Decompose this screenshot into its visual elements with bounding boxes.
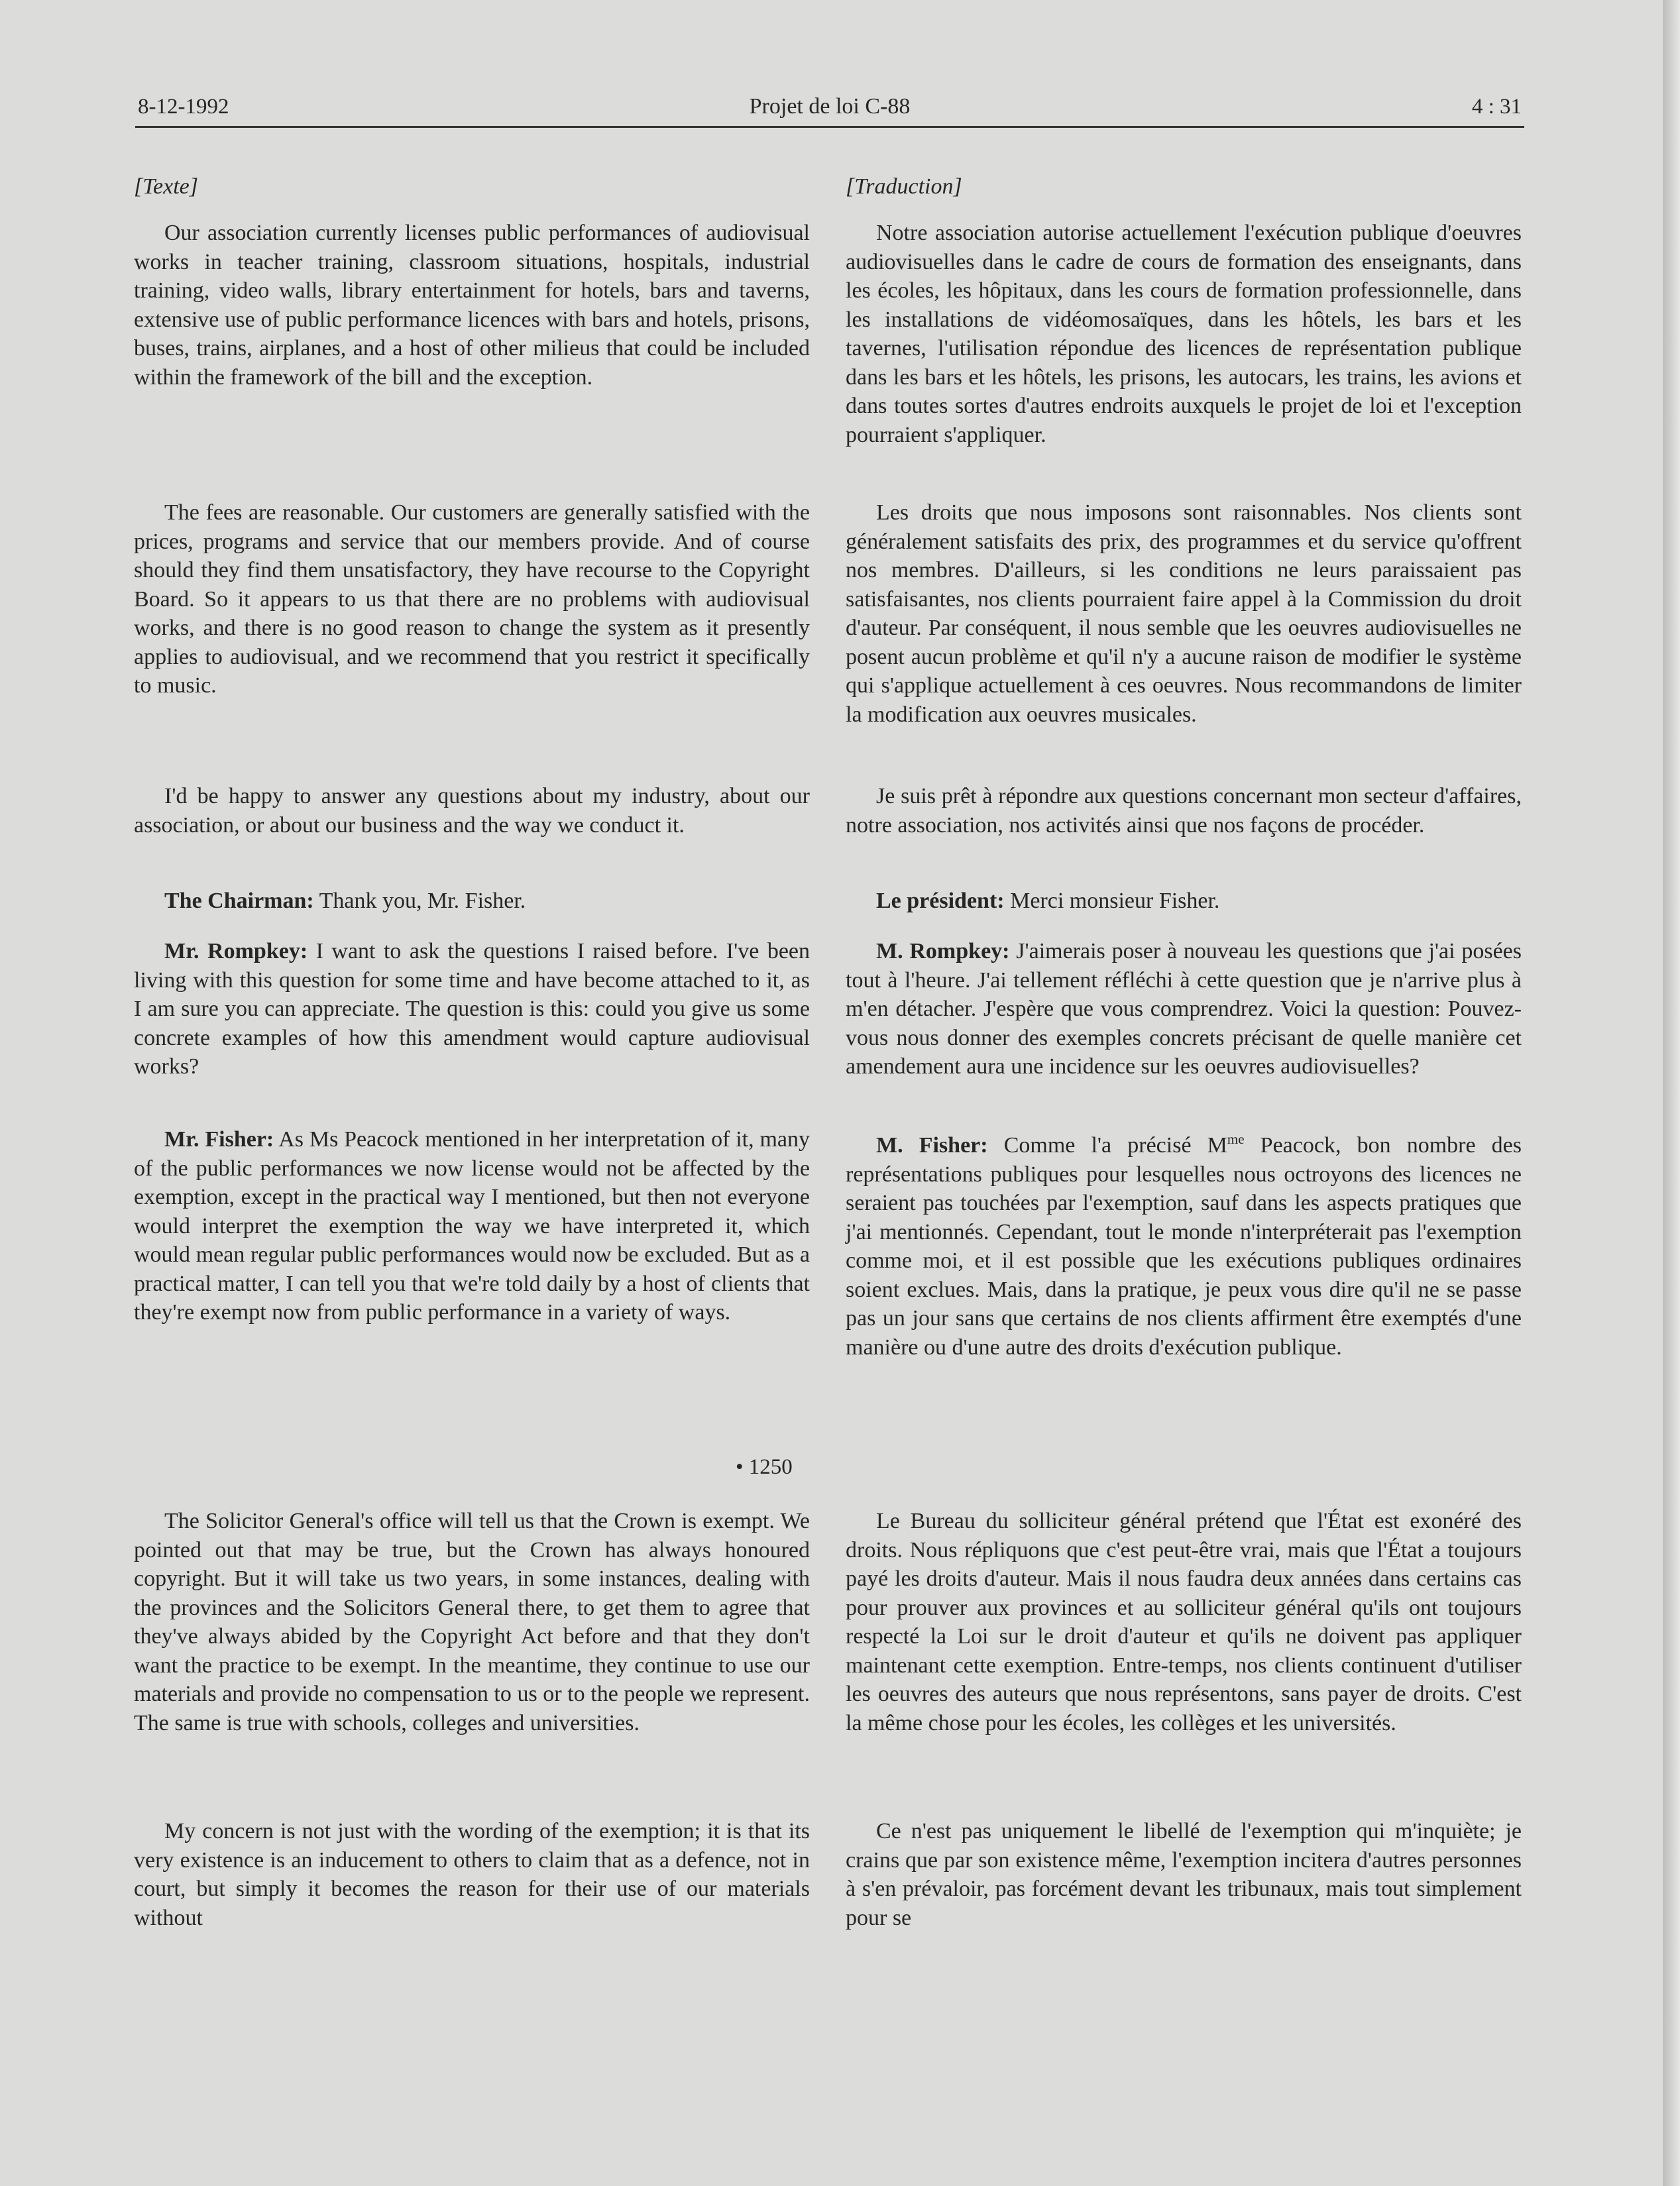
speech-text: Merci monsieur Fisher. — [1004, 889, 1220, 913]
speech-text: Thank you, Mr. Fisher. — [313, 889, 526, 913]
paragraph-fr-3: Je suis prêt à répondre aux questions concernant mon secteur d'affaires, notre association, nos activités ainsi que nos façons de procéder. — [846, 784, 1522, 838]
speaker-name: Mr. Rompkey: — [164, 939, 308, 963]
french-column — [846, 167, 1522, 2142]
page-edge-shadow — [1663, 0, 1680, 2186]
speech-text: Peacock, bon nombre des représentations publiques pour lesquelles nous octroyons des licences ne seraient pas touchées par l'exemption, sauf dans les aspects pratiques que j'ai mentionnés. Cependant, tout le monde n'interpréterait pas l'exemption comme moi, et il est possible que les exécutions publiques ordinaires soient exclues. Mais, dans la pratique, je peux vous dire qu'il ne se passe pas un jour sans que certains de nos clients affirment être exemptés d'une manière ou d'une autre des droits d'exécution publique. — [846, 1133, 1522, 1360]
paragraph-fr-rompkey — [846, 937, 1522, 1081]
header-title: Projet de loi C-88 — [749, 94, 911, 119]
superscript-me: me — [1227, 1131, 1245, 1147]
paragraph-en-8: My concern is not just with the wording of the exemption; it is that its very existence is an inducement to others to claim that as a defence, not in court, but simply it becomes the reason for their use of our materials without — [134, 1819, 810, 1930]
header-page-number: 4 : 31 — [1471, 95, 1522, 119]
paragraph-fr-fisher — [846, 1125, 1522, 1362]
speech-text: As Ms Peacock mentioned in her interpretation of it, many of the public performances we now license would not be affected by the exemption, except in the practical way I mentioned, but then not everyone would interpret the exemption the way we have interpreted it, which would mean regular public performances would now be excluded. But as a practical matter, I can tell you that we're told daily by a host of clients that they're exempt now from public performance in a variety of ways. — [134, 1127, 811, 1325]
paragraph-en-2: The fees are reasonable. Our customers are generally satisfied with the prices, programs and service that our members provide. And of course should they find them unsatisfactory, they have recourse to the Copyright Board. So it appears to us that there are no problems with audiovisual works, and there is no good reason to change the system as it presently applies to audiovisual, and we recommend that you restrict it specifically to music. — [134, 500, 810, 698]
paragraph-en-1: Our association currently licenses public performances of audiovisual works in teacher training, classroom situations, hospitals, industrial training, video walls, library entertainment for hotels, bars and taverns, extensive use of public performance licences with bars and hotels, prisons, buses, trains, airplanes, and a host of other milieus that could be included within the framework of the bill and the exception. — [134, 221, 810, 390]
paragraph-en-3: I'd be happy to answer any questions about my industry, about our association, or about our business and the way we conduct it. — [134, 784, 810, 838]
paragraph-fr-president — [846, 887, 1522, 916]
paragraph-en-chairman — [134, 887, 810, 916]
speech-text: J'aimerais poser à nouveau les questions que j'ai posées tout à l'heure. J'ai tellement réfléchi à cette question que je n'arrive plus à m'en détacher. J'espère que vous comprendrez. Voici la question: Pouvez-vous nous donner des exemples concrets précisant de quelle manière cet amendement aura une incidence sur les oeuvres audiovisuelles? — [846, 939, 1522, 1079]
speaker-name: Le président: — [876, 889, 1005, 913]
paragraph-fr-7: Le Bureau du solliciteur général prétend que l'État est exonéré des droits. Nous répliquons que c'est peut-être vrai, mais que l'État a toujours payé les droits d'auteur. Mais il nous faudra deux années dans certains cas pour prouver aux provinces et au solliciteur général qu'ils ont toujours respecté la Loi sur le droit d'auteur et qu'ils ne doivent pas appliquer maintenant cette exemption. Entre-temps, nos clients continuent d'utiliser les oeuvres des auteurs que nous représentons, sans payer de droits. C'est la même chose pour les écoles, les collèges et les universités. — [846, 1509, 1522, 1735]
section-label-traduction: [Traduction] — [846, 174, 962, 199]
header-date: 8-12-1992 — [138, 95, 229, 119]
speech-text: I want to ask the questions I raised before. I've been living with this question for some time and have become attached to it, as I am sure you can appreciate. The question is this: could you give us some concrete examples of how this amendment would capture audiovisual works? — [134, 939, 810, 1079]
paragraph-fr-1: Notre association autorise actuellement l'exécution publique d'oeuvres audiovisuelles dans le cadre de cours de formation des enseignants, dans les écoles, les hôpitaux, dans les cours de formation professionnelle, dans les installations de vidéomosaïques, dans les hôtels, les bars et les tavernes, l'utilisation répondue des licences de représentation publique dans les bars et les hôtels, les prisons, les autocars, les trains, les avions et dans toutes sortes d'autres endroits auxquels le projet de loi et l'exception pourraient s'appliquer. — [846, 221, 1522, 447]
paragraph-en-fisher — [134, 1125, 810, 1327]
paragraph-en-rompkey — [134, 937, 810, 1081]
speech-text: Comme l'a précisé M — [987, 1133, 1227, 1158]
english-column — [134, 167, 810, 2142]
speaker-name: The Chairman: — [164, 889, 314, 913]
running-header — [135, 85, 1524, 128]
speaker-name: M. Rompkey: — [876, 939, 1010, 963]
time-marker: • 1250 — [736, 1455, 793, 1479]
section-label-texte: [Texte] — [134, 174, 198, 199]
speaker-name: M. Fisher: — [876, 1133, 988, 1158]
paragraph-en-7: The Solicitor General's office will tell us that the Crown is exempt. We pointed out that may be true, but the Crown has always honoured copyright. But it will take us two years, in some instances, dealing with the provinces and the Solicitors General there, to get them to agree that they've always abided by the Copyright Act before and that they don't want the practice to be exempt. In the meantime, they continue to use our materials and provide no compensation to us or to the people we represent. The same is true with schools, colleges and universities. — [134, 1509, 810, 1735]
paragraph-fr-8: Ce n'est pas uniquement le libellé de l'exemption qui m'inquiète; je crains que par son existence même, l'exemption incitera d'autres personnes à s'en prévaloir, pas forcément devant les tribunaux, mais tout simplement pour se — [846, 1819, 1522, 1930]
paragraph-fr-2: Les droits que nous imposons sont raisonnables. Nos clients sont généralement satisfaits des prix, des programmes et du service qu'offrent nos membres. D'ailleurs, si les conditions ne leurs paraissaient pas satisfaisantes, nos clients pourraient faire appel à la Commission du droit d'auteur. Par conséquent, il nous semble que les oeuvres audiovisuelles ne posent aucun problème et qu'il n'y a aucune raison de modifier le système qui s'applique actuellement à ces oeuvres. Nous recommandons de limiter la modification aux oeuvres musicales. — [846, 500, 1522, 727]
speaker-name: Mr. Fisher: — [164, 1127, 274, 1152]
